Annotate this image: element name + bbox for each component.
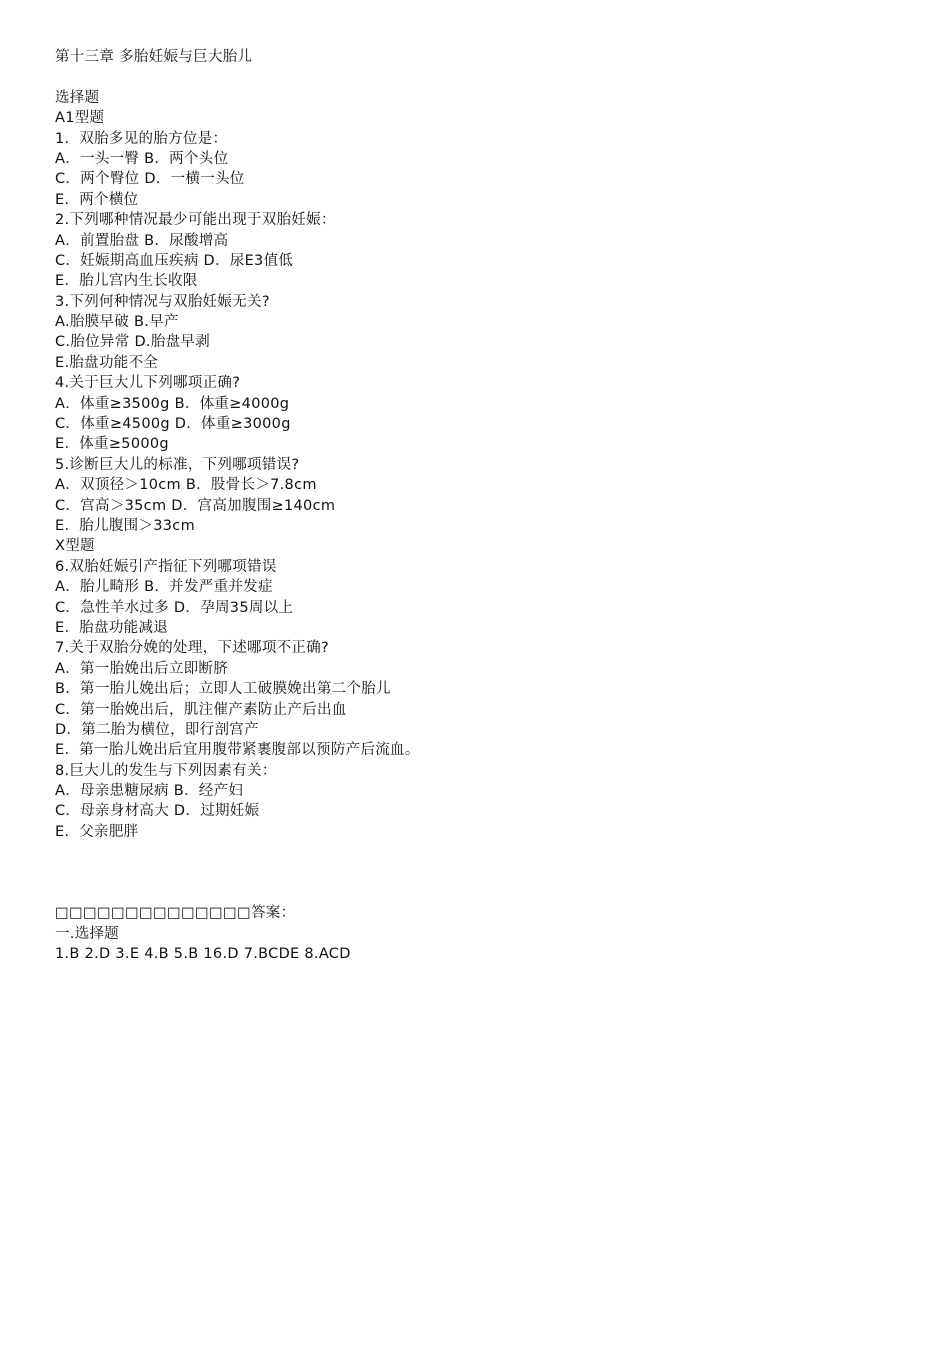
question-line: C.胎位异常 D.胎盘早剥 [55, 334, 211, 351]
chapter-title: 第十三章 多胎妊娠与巨大胎儿 [55, 49, 253, 65]
question-line: 3.下列何种情况与双胎妊娠无关? [55, 293, 270, 310]
document-page [55, 47, 915, 965]
answers-line: 1.B 2.D 3.E 4.B 5.B 16.D 7.BCDE 8.ACD [55, 946, 351, 963]
answers-heading: □□□□□□□□□□□□□□答案： [55, 905, 296, 922]
question-line: A．双顶径＞10cm B．股骨长＞7.8cm [55, 477, 317, 494]
question-line: 2.下列哪种情况最少可能出现于双胎妊娠： [55, 212, 336, 229]
question-line: C．急性羊水过多 D．孕周35周以上 [55, 599, 294, 616]
question-line: A．第一胎娩出后立即断脐 [55, 660, 229, 677]
question-line: A．一头一臀 B．两个头位 [55, 150, 229, 167]
question-line: 6.双胎妊娠引产指征下列哪项错误 [55, 558, 277, 575]
question-line: 4.关于巨大儿下列哪项正确? [55, 375, 241, 392]
question-line: E．第一胎儿娩出后宜用腹带紧裹腹部以预防产后流血。 [55, 742, 420, 759]
answers-section-heading: 一.选择题 [55, 925, 120, 942]
question-line: 8.巨大儿的发生与下列因素有关： [55, 762, 277, 779]
question-line: A．体重≥3500g B．体重≥4000g [55, 395, 290, 412]
question-line: E．胎儿宫内生长收限 [55, 273, 198, 290]
question-line: C．妊娠期高血压疾病 D．尿E3值低 [55, 252, 294, 269]
a1-question-list [55, 129, 915, 537]
question-line: D．第二胎为横位，即行剖宫产 [55, 721, 259, 738]
question-line: B．第一胎儿娩出后；立即人工破膜娩出第二个胎儿 [55, 681, 391, 698]
question-line: C．宫高＞35cm D．宫高加腹围≥140cm [55, 497, 336, 514]
question-line: E．胎盘功能减退 [55, 619, 169, 636]
question-line: C．母亲身材高大 D．过期妊娠 [55, 803, 260, 820]
question-line: A.胎膜早破 B.早产 [55, 314, 179, 331]
question-line: 7.关于双胎分娩的处理，下述哪项不正确? [55, 640, 330, 657]
question-line: 5.诊断巨大儿的标准，下列哪项错误? [55, 456, 300, 473]
a1-type-heading: A1型题 [55, 110, 105, 127]
question-line: C．体重≥4500g D．体重≥3000g [55, 416, 291, 433]
spacer [55, 842, 915, 903]
question-line: C．两个臀位 D．一横一头位 [55, 171, 245, 188]
question-line: A．前置胎盘 B．尿酸增高 [55, 232, 229, 249]
question-line: C．第一胎娩出后，肌注催产素防止产后出血 [55, 701, 347, 718]
spacer [55, 67, 915, 87]
question-line: E．体重≥5000g [55, 436, 169, 453]
question-line: E．胎儿腹围＞33cm [55, 517, 196, 534]
x-question-list [55, 557, 915, 842]
question-line: A．母亲患糖尿病 B．经产妇 [55, 783, 244, 800]
x-type-heading: X型题 [55, 538, 95, 555]
section-heading: 选择题 [55, 89, 100, 106]
question-line: A．胎儿畸形 B．并发严重并发症 [55, 579, 273, 596]
question-line: E．父亲肥胖 [55, 823, 139, 840]
question-line: E．两个横位 [55, 191, 139, 208]
question-line: 1．双胎多见的胎方位是： [55, 130, 228, 147]
question-line: E.胎盘功能不全 [55, 354, 159, 371]
